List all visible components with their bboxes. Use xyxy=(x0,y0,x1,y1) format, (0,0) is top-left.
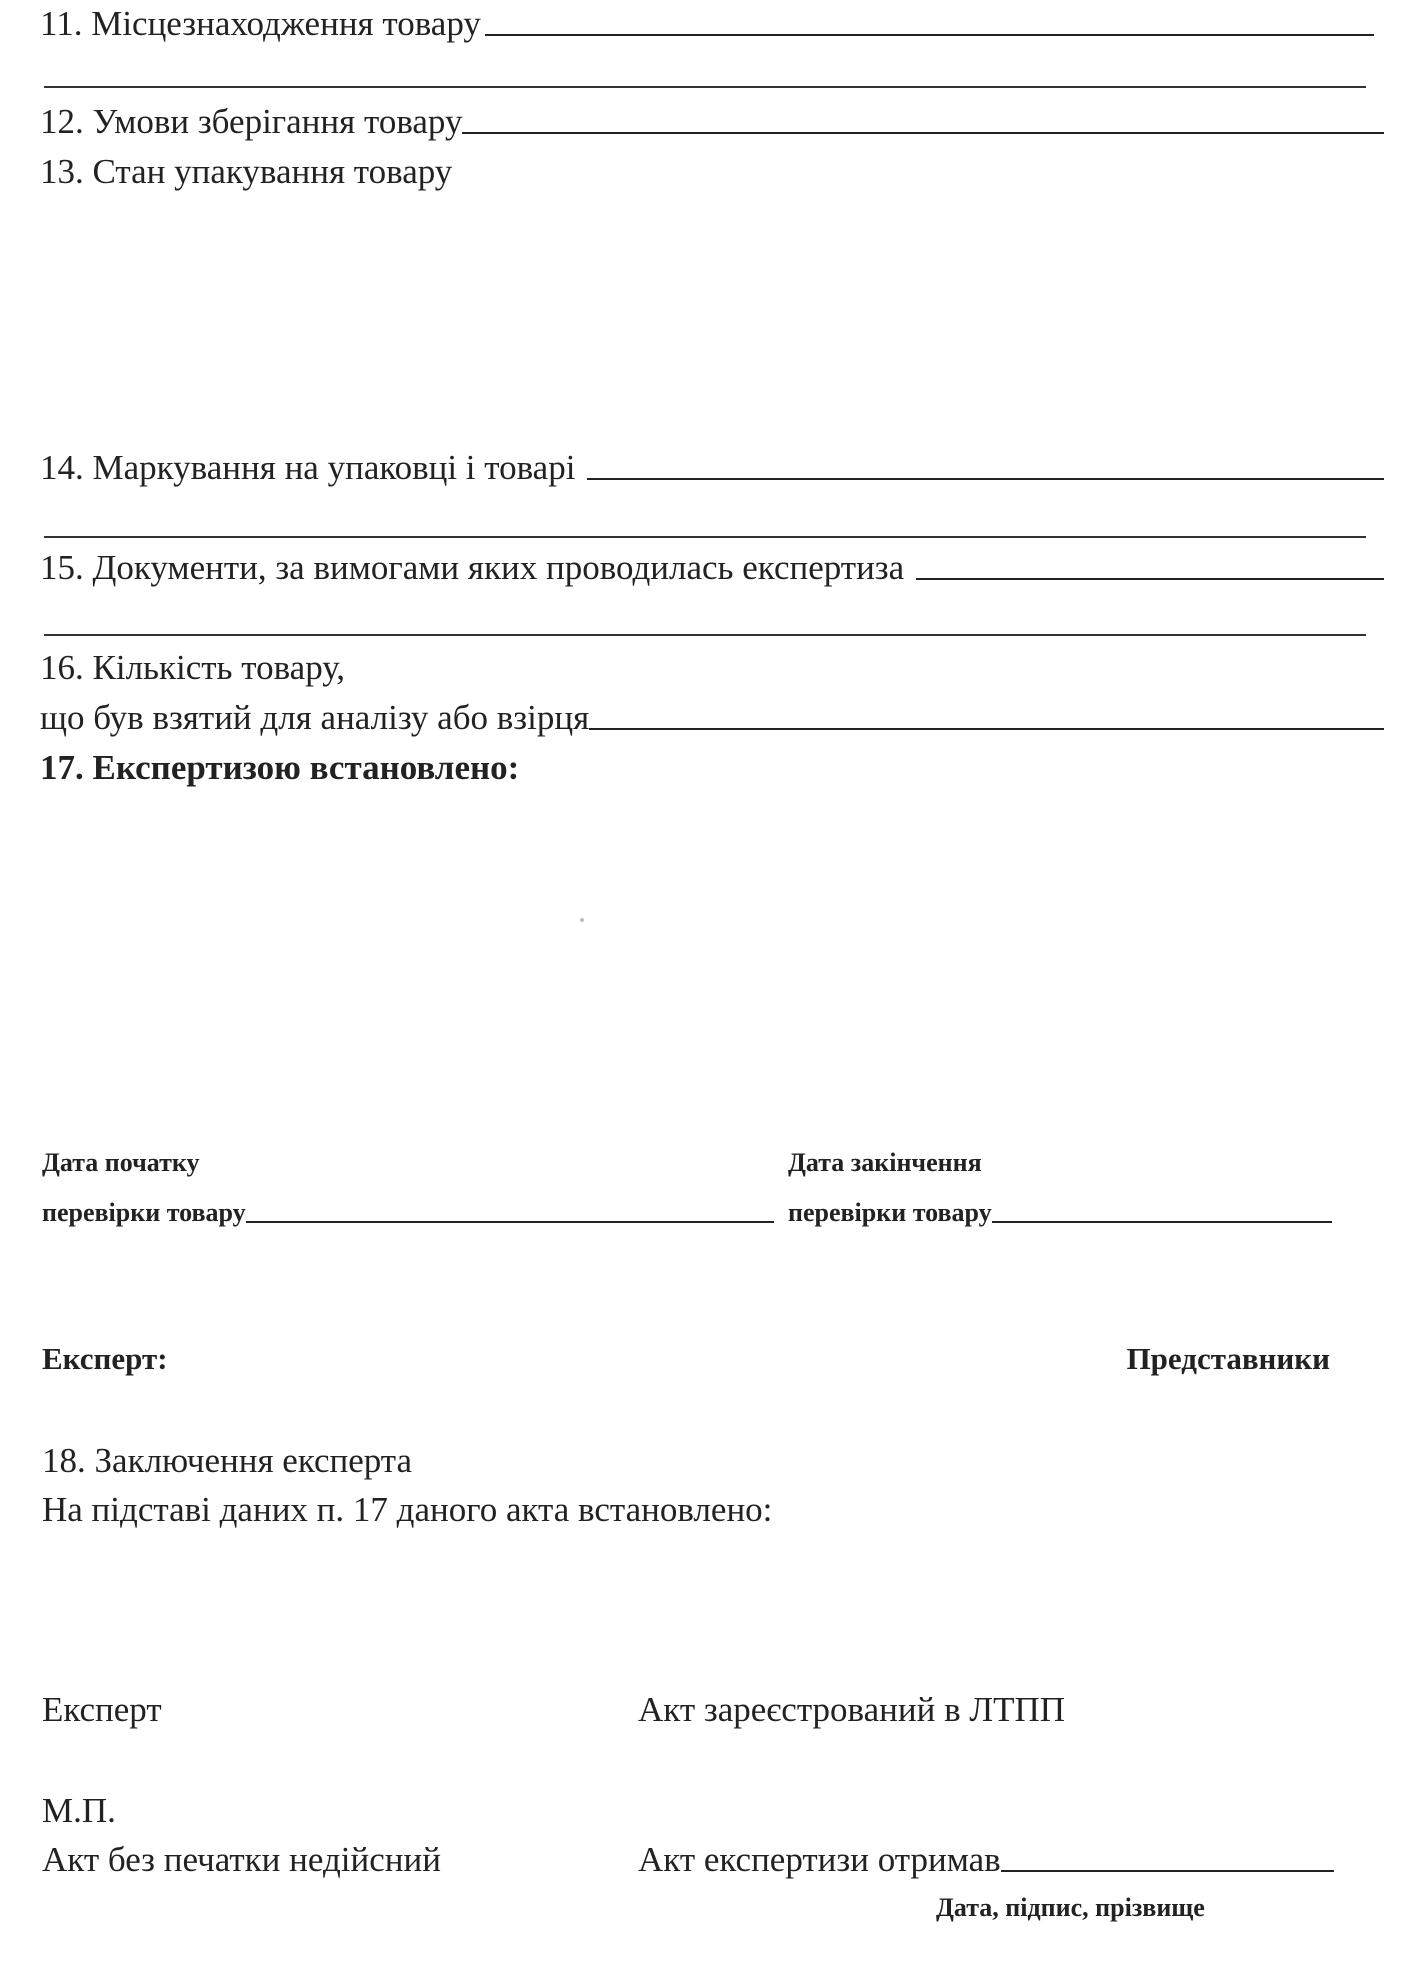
end-date-row xyxy=(788,1200,1332,1226)
item-15-continuation-line[interactable] xyxy=(44,634,1366,636)
item-14-label: 14. Маркування на упаковці і товарі xyxy=(40,448,576,487)
item-13-row xyxy=(40,154,452,189)
footer-expert-label: Експерт xyxy=(42,1690,162,1729)
start-date-label-2: перевірки товару xyxy=(42,1198,246,1227)
received-field[interactable] xyxy=(1001,1870,1334,1872)
registered-label: Акт зареєстрований в ЛТПП xyxy=(638,1690,1066,1729)
conclusion-text: На підставі даних п. 17 даного акта встановлено: xyxy=(42,1490,773,1529)
item-12-field[interactable] xyxy=(462,132,1384,134)
invalid-without-stamp-label: Акт без печатки недійсний xyxy=(42,1840,441,1879)
scan-speck xyxy=(580,918,584,922)
item-13-label: 13. Стан упакування товару xyxy=(40,152,453,191)
received-label: Акт експертизи отримав xyxy=(638,1840,1001,1879)
item-16-label: 16. Кількість товару, xyxy=(40,648,345,687)
expert-signature-label: Експерт: xyxy=(42,1341,168,1376)
item-14-row xyxy=(40,450,1384,485)
item-11-row xyxy=(40,6,1374,41)
item-16-row-2 xyxy=(40,700,1384,735)
item-15-field[interactable] xyxy=(916,578,1384,580)
item-15-label: 15. Документи, за вимогами яких проводилась експертиза xyxy=(40,548,905,587)
item-11-continuation-line[interactable] xyxy=(44,86,1366,88)
item-11-field[interactable] xyxy=(485,34,1374,36)
item-14-field[interactable] xyxy=(587,478,1384,480)
item-17-label: 17. Експертизою встановлено: xyxy=(40,748,520,787)
item-17-heading xyxy=(40,750,519,785)
item-12-label: 12. Умови зберігання товару xyxy=(40,102,463,141)
item-16-row xyxy=(40,650,345,685)
item-12-row xyxy=(40,104,1384,139)
item-11-label: 11. Місцезнаходження товару xyxy=(40,4,481,43)
item-15-row xyxy=(40,550,1384,585)
start-date-field[interactable] xyxy=(246,1221,774,1223)
end-date-label: Дата закінчення xyxy=(788,1148,982,1177)
item-16-field[interactable] xyxy=(589,728,1384,730)
received-row xyxy=(638,1842,1334,1877)
item-14-continuation-line[interactable] xyxy=(44,536,1366,538)
start-date-label: Дата початку xyxy=(42,1148,200,1177)
stamp-place-label: М.П. xyxy=(42,1791,116,1830)
conclusion-title: 18. Заключення експерта xyxy=(42,1441,413,1480)
end-date-field[interactable] xyxy=(992,1221,1332,1223)
item-16-label-2: що був взятий для аналізу або взірця xyxy=(40,698,590,737)
start-date-row xyxy=(42,1200,774,1226)
representatives-label: Представники xyxy=(1126,1341,1330,1376)
end-date-label-2: перевірки товару xyxy=(788,1198,992,1227)
received-caption: Дата, підпис, прізвище xyxy=(936,1893,1205,1922)
